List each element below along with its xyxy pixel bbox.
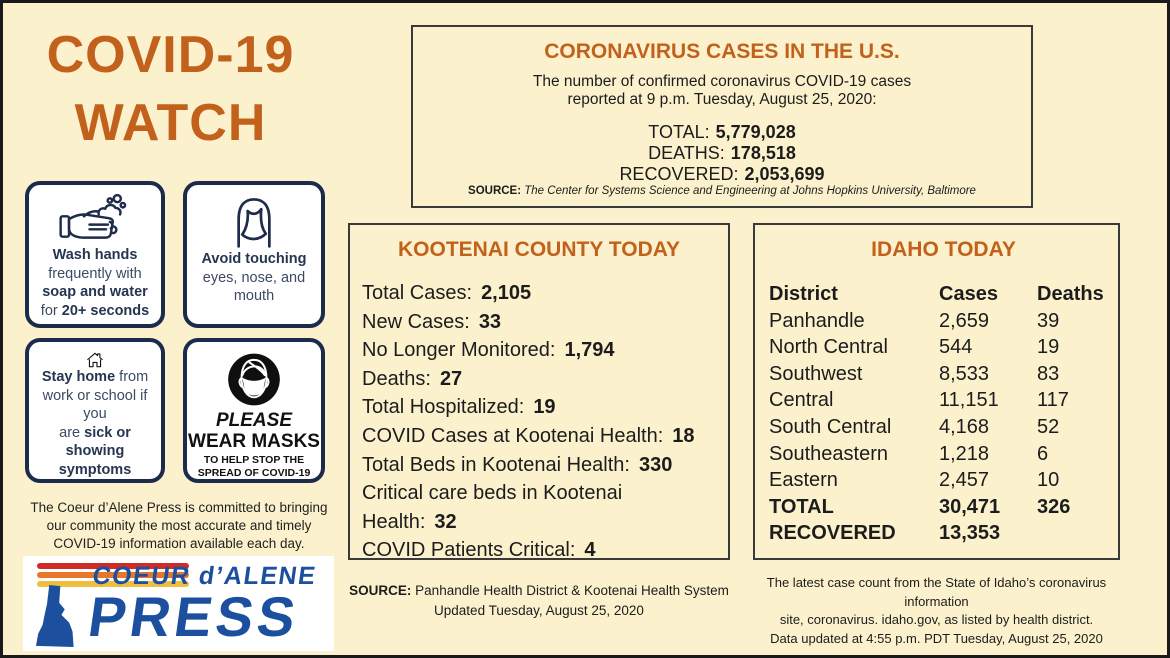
stat-row: COVID Patients Critical: 4	[362, 539, 596, 562]
stat-row: Total Cases: 2,105	[362, 282, 532, 304]
us-cases-stats	[413, 122, 1031, 185]
stat-row: Critical care beds in Kootenai Health: 32	[362, 482, 623, 533]
mask-face-icon	[225, 351, 283, 408]
table-row: South Central 4,168 52	[769, 415, 1060, 438]
tip-wash-hands	[25, 181, 165, 328]
us-stat-total: TOTAL: 5,779,028	[648, 122, 796, 142]
stat-row: Total Hospitalized: 19	[362, 396, 556, 419]
tip-wash-hands-text: Wash hands frequently with soap and water for 20+ seconds	[40, 247, 150, 319]
tip-wear-masks	[183, 338, 325, 483]
us-cases-source: SOURCE: The Center for Systems Science and Engineering at Johns Hopkins University, Baltimore	[468, 185, 976, 197]
idaho-title: IDAHO TODAY	[871, 238, 1016, 261]
table-row: Southwest 8,533 83	[769, 362, 1060, 385]
press-logo-text	[83, 562, 334, 648]
tip-wear-masks-title: WEAR MASKS	[188, 431, 320, 452]
us-stat-deaths: DEATHS: 178,518	[648, 143, 796, 163]
idaho-table	[769, 281, 1118, 547]
kootenai-stats	[362, 279, 716, 565]
us-cases-title: CORONAVIRUS CASES IN THE U.S.	[544, 40, 900, 63]
tip-avoid-touching-text: Avoid touching eyes, nose, and mouth	[201, 251, 307, 304]
table-row: Southeastern 1,218 6	[769, 442, 1049, 465]
us-stat-recovered: RECOVERED: 2,053,699	[619, 164, 825, 184]
table-row: North Central 544 19	[769, 336, 1060, 359]
tip-stay-home-text: Stay home from work or school if you are sick or showing symptoms	[41, 369, 149, 478]
kootenai-panel	[348, 223, 730, 560]
press-statement: The Coeur d’Alene Press is committed to bringing our community the most accurate and timely COVID-19 information available each day.	[30, 500, 328, 551]
face-icon	[225, 194, 283, 250]
idaho-table-header: District Cases Deaths	[769, 283, 1104, 305]
idaho-source: The latest case count from the State of Idaho’s coronavirus information site, coronavirus. idaho.gov, as listed by health district. Data updated at 4:55 p.m. PDT Tuesday, August 25, 2020	[766, 575, 1107, 646]
page-title	[28, 21, 313, 157]
house-icon	[64, 351, 126, 368]
us-cases-description: The number of confirmed coronavirus COVID-19 cases reported at 9 p.m. Tuesday, August 25, 2020:	[532, 73, 912, 108]
tip-avoid-touching	[183, 181, 325, 328]
kootenai-title: KOOTENAI COUNTY TODAY	[398, 238, 680, 261]
tip-wear-masks-please: PLEASE	[215, 410, 293, 431]
tip-stay-home	[25, 338, 165, 483]
tip-wear-masks-subtext: TO HELP STOP THE SPREAD OF COVID-19	[197, 454, 311, 479]
logo-press: PRESS	[84, 585, 304, 648]
idaho-state-icon	[31, 585, 83, 647]
stat-row: New Cases: 33	[362, 310, 502, 333]
press-logo	[23, 556, 334, 651]
table-row-recovered: RECOVERED 13,353	[769, 522, 1001, 545]
kootenai-source: SOURCE: Panhandle Health District & Kootenai Health System Updated Tuesday, August 25, 2020	[349, 583, 729, 618]
idaho-panel	[753, 223, 1120, 560]
us-cases-panel	[411, 25, 1033, 208]
stat-row: Deaths: 27	[362, 367, 463, 390]
wash-hands-icon	[57, 194, 133, 246]
stat-row: Total Beds in Kootenai Health: 330	[362, 453, 673, 476]
table-row: Panhandle 2,659 39	[769, 309, 1060, 332]
stat-row: No Longer Monitored: 1,794	[362, 339, 615, 362]
page-title-line1: COVID-19	[46, 26, 295, 84]
table-row: Central 11,151 117	[769, 389, 1069, 412]
stat-row: COVID Cases at Kootenai Health: 18	[362, 424, 695, 447]
logo-coeur-dalene: COEUR d’ALENE	[90, 562, 319, 590]
table-row: Eastern 2,457 10	[769, 469, 1060, 492]
table-row-total: TOTAL 30,471 326	[769, 495, 1071, 518]
page-title-line2: WATCH	[74, 94, 267, 152]
